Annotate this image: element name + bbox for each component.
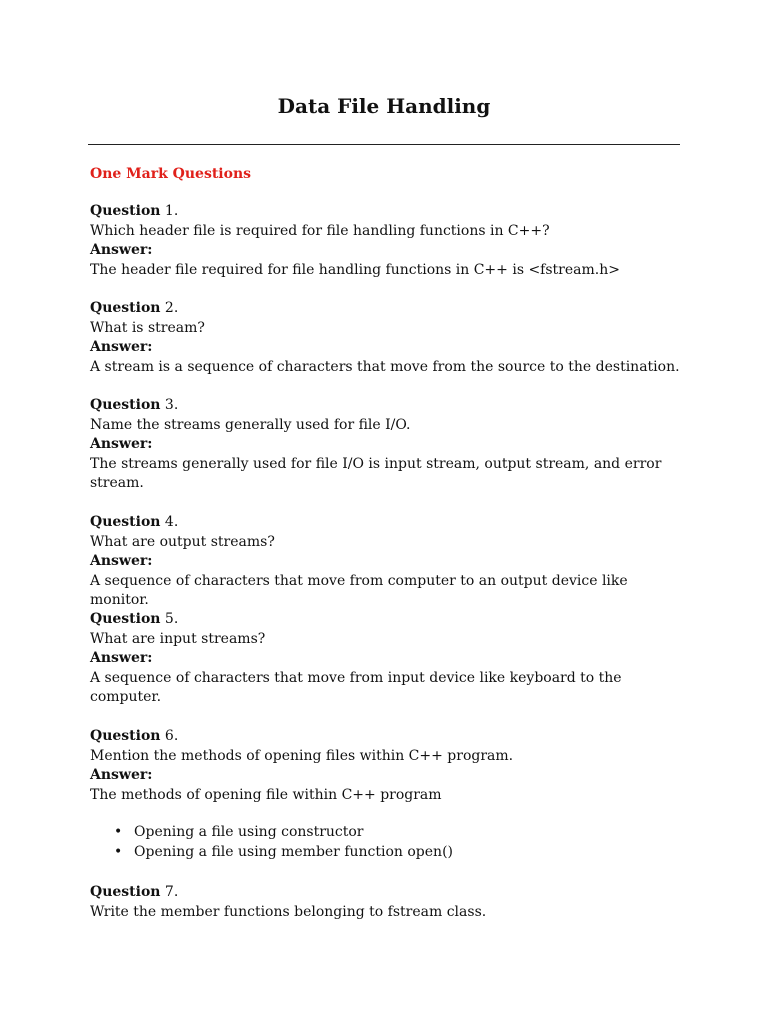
answer-text: The methods of opening file within C++ program xyxy=(90,786,442,803)
methods-list xyxy=(90,823,690,862)
question-heading xyxy=(90,299,690,319)
question-number: 7. xyxy=(160,884,179,900)
answer-text: The streams generally used for file I/O is input stream, output stream, and error xyxy=(90,455,662,472)
list-item: • Opening a file using constructor xyxy=(134,823,690,843)
question-number: 3. xyxy=(160,397,179,413)
question-text: Mention the methods of opening files within C++ program. xyxy=(90,747,514,764)
answer-label: Answer: xyxy=(90,650,153,667)
question-block-2 xyxy=(90,299,690,377)
question-block-4 xyxy=(90,513,690,611)
answer-label: Answer: xyxy=(90,436,153,453)
answer-text: A sequence of characters that move from input device like keyboard to the xyxy=(90,669,622,686)
question-block-6 xyxy=(90,727,690,863)
question-word: Question xyxy=(90,884,161,900)
question-block-1 xyxy=(90,202,690,280)
question-heading xyxy=(90,202,690,222)
answer-text: The header file required for file handling functions in C++ is <fstream.h> xyxy=(90,261,620,278)
title-divider xyxy=(88,144,680,145)
question-heading xyxy=(90,513,690,533)
question-text: What are output streams? xyxy=(90,533,275,550)
question-number: 1. xyxy=(160,203,179,219)
question-text: Which header file is required for file handling functions in C++? xyxy=(90,222,550,239)
question-block-3 xyxy=(90,396,690,494)
question-word: Question xyxy=(90,611,161,627)
answer-text: A sequence of characters that move from computer to an output device like monitor. xyxy=(90,572,633,609)
question-block-5 xyxy=(90,610,690,708)
answer-text: stream. xyxy=(90,475,144,492)
question-text: Write the member functions belonging to fstream class. xyxy=(90,903,487,920)
list-item: • Opening a file using member function open() xyxy=(134,843,690,863)
section-heading: One Mark Questions xyxy=(90,166,252,182)
question-text: Name the streams generally used for file I/O. xyxy=(90,416,411,433)
question-number: 4. xyxy=(160,514,179,530)
answer-label: Answer: xyxy=(90,553,153,570)
question-heading xyxy=(90,610,690,630)
answer-label: Answer: xyxy=(90,339,153,356)
question-word: Question xyxy=(90,514,161,530)
question-heading xyxy=(90,396,690,416)
question-word: Question xyxy=(90,203,161,219)
question-text: What are input streams? xyxy=(90,630,266,647)
answer-label: Answer: xyxy=(90,242,153,259)
question-word: Question xyxy=(90,300,161,316)
question-block-7 xyxy=(90,883,690,922)
answer-text: A stream is a sequence of characters that move from the source to the destination. xyxy=(90,358,680,375)
question-word: Question xyxy=(90,728,161,744)
answer-label: Answer: xyxy=(90,767,153,784)
question-number: 6. xyxy=(160,728,179,744)
question-number: 2. xyxy=(160,300,179,316)
question-word: Question xyxy=(90,397,161,413)
question-text: What is stream? xyxy=(90,319,205,336)
answer-text: computer. xyxy=(90,689,162,706)
question-number: 5. xyxy=(160,611,179,627)
question-heading xyxy=(90,883,690,903)
question-heading xyxy=(90,727,690,747)
page-title: Data File Handling xyxy=(277,94,491,118)
